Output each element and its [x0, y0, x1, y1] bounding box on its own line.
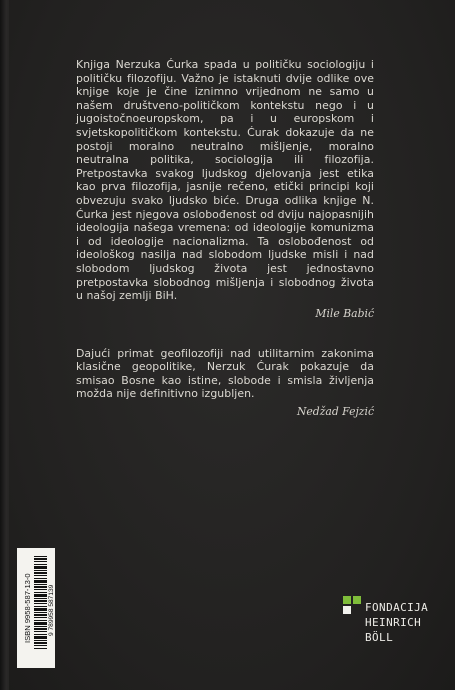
- logo-white-square-icon: [343, 606, 351, 614]
- ean-digits: 9 789958 587139: [48, 584, 55, 636]
- isbn-label: ISBN 9958-587-13-0: [23, 573, 32, 643]
- isbn-barcode: [17, 548, 55, 668]
- logo-line-2: HEINRICH: [365, 616, 422, 629]
- logo-text: [365, 600, 428, 645]
- barcode-bars: [34, 556, 47, 650]
- publisher-logo: [335, 596, 431, 652]
- logo-line-1: FONDACIJA: [365, 601, 429, 614]
- reviews-block: [76, 58, 374, 418]
- cover-spine-edge: [0, 0, 9, 690]
- review-author-2: Nedžad Fejzić: [296, 405, 374, 419]
- logo-green-square-icon: [343, 596, 351, 604]
- logo-line-3: BÖLL: [365, 631, 394, 644]
- logo-green-square-icon: [353, 596, 361, 604]
- review-paragraph-1: Knjiga Nerzuka Ćurka spada u političku sociologiju i političku filozofiju. Važno je istaknuti dvije odlike ove knjige koje je čine iznimno vrijednom ne samo u našem društveno-političkom kontekstu nego i u jugoistočnoeuropskom, pa i u europskom i svjetskopolitičkom kontekstu. Ćurak dokazuje da ne postoji moralno neutralno mišljenje, moralno neutralna politika, sociologija ili filozofija. Pretpostavka svakog ljudskog djelovanja jest etika kao prva filozofija, jasnije rečeno, etički principi koji obvezuju svako ljudsko biće. Druga odlika knjige N. Ćurka jest njegova oslobođenost od dviju najopasnijih ideologija našega vremena: od ideologije komunizma i od ideologije nacionalizma. Ta oslobođenost od ideološkog nasilja nad slobodom ljudske misli i nad slobodom ljudskog života jest jednostavno pretpostavka slobodnog mišljenja i slobodnog života u našoj zemlji BiH.: [76, 58, 374, 303]
- review-author-1: Mile Babić: [315, 306, 374, 320]
- review-paragraph-2: Dajući primat geofilozofiji nad utilitarnim zakonima klasične geopolitike, Nerzuk Ćurak pokazuje da smisao Bosne kao istine, slobode i smisla življenja možda nije definitivno izgubljen.: [76, 346, 374, 401]
